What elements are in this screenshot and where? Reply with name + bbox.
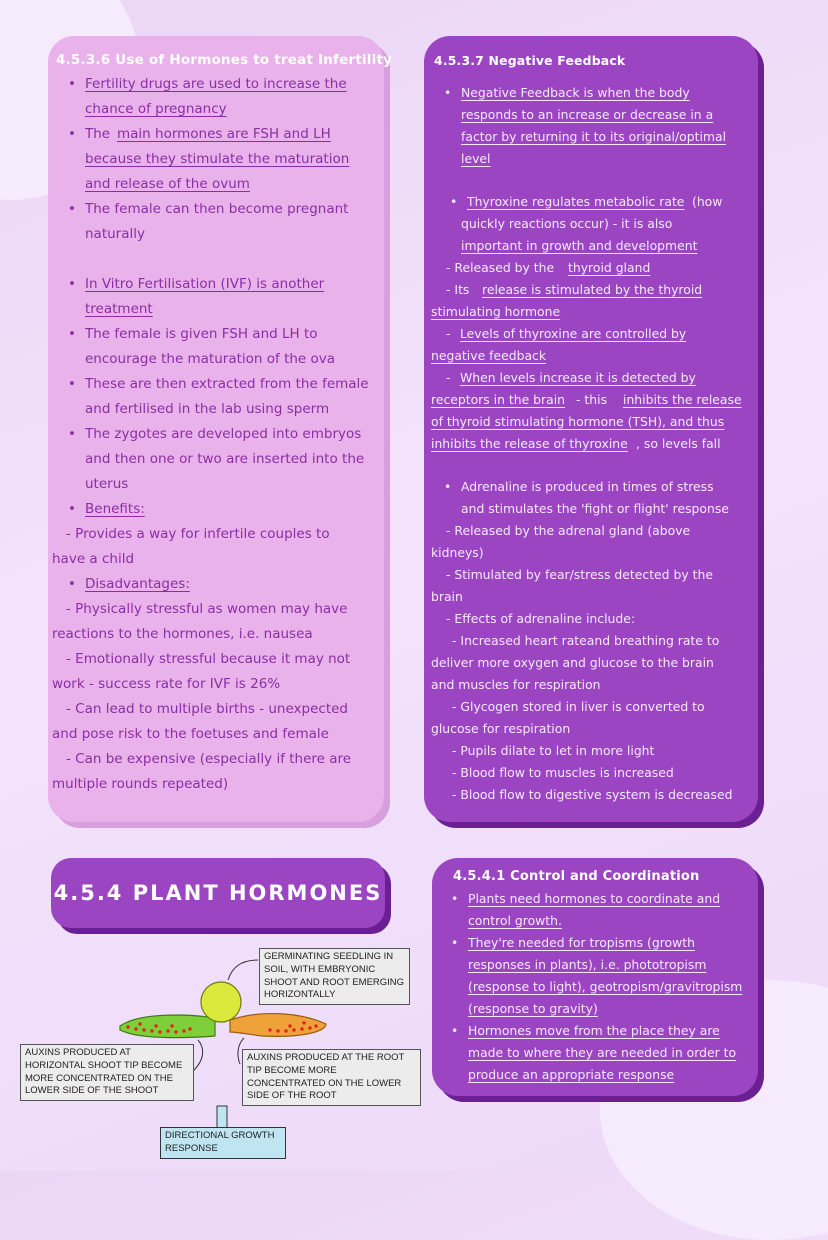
shoot bbox=[120, 1015, 215, 1038]
feedback-line: negative feedback bbox=[431, 348, 547, 363]
feedback-line: quickly reactions occur) - it is also bbox=[461, 216, 673, 231]
control-line: • Hormones move from the place they are bbox=[468, 1023, 720, 1038]
feedback-line: and muscles for respiration bbox=[431, 677, 601, 692]
feedback-line: responds to an increase or decrease in a bbox=[461, 107, 714, 122]
infertility-line: work - success rate for IVF is 26% bbox=[52, 676, 281, 692]
infertility-line: encourage the maturation of the ova bbox=[85, 351, 336, 367]
feedback-line: , so levels fall bbox=[636, 436, 721, 451]
infertility-line: • Benefits: bbox=[85, 501, 145, 517]
feedback-line: factor by returning it to its original/optimal bbox=[461, 129, 727, 144]
infertility-line: • These are then extracted from the female bbox=[85, 376, 369, 392]
feedback-line: Levels of thyroxine are controlled by bbox=[460, 326, 687, 341]
infertility-line: and then one or two are inserted into the bbox=[85, 451, 365, 467]
infertility-line: have a child bbox=[52, 551, 135, 567]
shoot-auxin-label: AUXINS PRODUCED AT HORIZONTAL SHOOT TIP BECOME MORE CONCENTRATED ON THE LOWER SIDE OF THE SHOOT bbox=[20, 1044, 194, 1101]
infertility-line: • The bbox=[85, 126, 110, 142]
feedback-line: - Pupils dilate to let in more light bbox=[452, 743, 655, 758]
feedback-line: of thyroid stimulating hormone (TSH), and thus bbox=[431, 414, 725, 429]
infertility-line: • Disadvantages: bbox=[85, 576, 190, 592]
infertility-line: uterus bbox=[85, 476, 129, 492]
infertility-line: reactions to the hormones, i.e. nausea bbox=[52, 626, 313, 642]
control-line: • Plants need hormones to coordinate and bbox=[468, 891, 720, 906]
infertility-line: - Can be expensive (especially if there are bbox=[66, 751, 352, 767]
infertility-line: • In Vitro Fertilisation (IVF) is another bbox=[85, 276, 324, 292]
infertility-line: - Emotionally stressful because it may not bbox=[66, 651, 351, 667]
feedback-line: • Negative Feedback is when the body bbox=[461, 85, 690, 100]
root bbox=[230, 1014, 326, 1037]
infertility-line: chance of pregnancy bbox=[85, 101, 227, 117]
feedback-line: important in growth and development bbox=[461, 238, 698, 253]
control-line: (response to light), geotropism/gravitropism bbox=[468, 979, 743, 994]
feedback-line: receptors in the brain bbox=[431, 392, 566, 407]
feedback-line: release is stimulated by the thyroid bbox=[482, 282, 703, 297]
seedling-diagram bbox=[0, 940, 430, 1171]
feedback-line: deliver more oxygen and glucose to the brain bbox=[431, 655, 714, 670]
control-line: control growth. bbox=[468, 913, 562, 928]
feedback-line: - Stimulated by fear/stress detected by the bbox=[446, 567, 713, 582]
infertility-line: • Fertility drugs are used to increase the bbox=[85, 76, 347, 92]
seedling-label: GERMINATING SEEDLING IN SOIL, WITH EMBRYONIC SHOOT AND ROOT EMERGING HORIZONTALLY bbox=[259, 948, 410, 1005]
feedback-line: inhibits the release bbox=[623, 392, 742, 407]
control-line: made to where they are needed in order to bbox=[468, 1045, 737, 1060]
feedback-line: - this bbox=[576, 392, 608, 407]
feedback-line: - Released by the adrenal gland (above bbox=[446, 523, 691, 538]
feedback-line: - Effects of adrenaline include: bbox=[446, 611, 636, 626]
feedback-line: inhibits the release of thyroxine bbox=[431, 436, 628, 451]
control-heading: 4.5.4.1 Control and Coordination bbox=[453, 869, 700, 884]
infertility-line: - Physically stressful as women may have bbox=[66, 601, 348, 617]
control-coordination-card bbox=[432, 858, 758, 1096]
control-line: (response to gravity) bbox=[468, 1001, 598, 1016]
feedback-line: glucose for respiration bbox=[431, 721, 571, 736]
feedback-line: brain bbox=[431, 589, 463, 604]
negative-feedback-card bbox=[424, 36, 758, 822]
negative-feedback-heading: 4.5.3.7 Negative Feedback bbox=[434, 53, 626, 68]
infertility-line: - Provides a way for infertile couples to bbox=[66, 526, 330, 542]
infertility-line: because they stimulate the maturation bbox=[85, 151, 350, 167]
feedback-line: - Increased heart rateand breathing rate to bbox=[452, 633, 720, 648]
feedback-line: When levels increase it is detected by bbox=[460, 370, 696, 385]
feedback-line: - Blood flow to digestive system is decreased bbox=[452, 787, 733, 802]
feedback-line: and stimulates the 'fight or flight' response bbox=[461, 501, 729, 516]
feedback-line: - Released by the bbox=[446, 260, 555, 275]
infertility-line: naturally bbox=[85, 226, 145, 242]
infertility-line: multiple rounds repeated) bbox=[52, 776, 229, 792]
infertility-line: - Can lead to multiple births - unexpected bbox=[66, 701, 349, 717]
feedback-line: - Glycogen stored in liver is converted to bbox=[452, 699, 705, 714]
feedback-line: (how bbox=[692, 194, 723, 209]
infertility-card bbox=[48, 36, 393, 822]
directional-response-label: DIRECTIONAL GROWTH RESPONSE bbox=[160, 1127, 286, 1159]
infertility-line: and pose risk to the foetuses and female bbox=[52, 726, 329, 742]
infertility-line: • The female is given FSH and LH to bbox=[85, 326, 318, 342]
infertility-line: • The female can then become pregnant bbox=[85, 201, 348, 217]
feedback-line: - bbox=[446, 326, 451, 341]
feedback-line: - bbox=[446, 370, 451, 385]
pointer-line bbox=[228, 960, 258, 980]
seed bbox=[201, 982, 241, 1022]
feedback-line: - Its bbox=[446, 282, 470, 297]
feedback-line: - Blood flow to muscles is increased bbox=[452, 765, 674, 780]
infertility-line: and release of the ovum bbox=[85, 176, 250, 192]
infertility-line: • The zygotes are developed into embryos bbox=[85, 426, 361, 442]
infertility-line: and fertilised in the lab using sperm bbox=[85, 401, 330, 417]
feedback-line: • Adrenaline is produced in times of stress bbox=[461, 479, 714, 494]
infertility-heading: 4.5.3.6 Use of Hormones to treat Infertility bbox=[56, 52, 393, 68]
control-line: • They're needed for tropisms (growth bbox=[468, 935, 695, 950]
plant-hormones-title: 4.5.4 PLANT HORMONES bbox=[51, 858, 385, 928]
feedback-line: level bbox=[461, 151, 491, 166]
control-line: produce an appropriate response bbox=[468, 1067, 675, 1082]
feedback-line: stimulating hormone bbox=[431, 304, 561, 319]
root-auxin-label: AUXINS PRODUCED AT THE ROOT TIP BECOME MORE CONCENTRATED ON THE LOWER SIDE OF THE ROOT bbox=[242, 1049, 421, 1106]
infertility-line: treatment bbox=[85, 301, 153, 317]
feedback-line: thyroid gland bbox=[568, 260, 651, 275]
control-line: responses in plants), i.e. phototropism bbox=[468, 957, 707, 972]
infertility-line: main hormones are FSH and LH bbox=[117, 126, 331, 142]
feedback-line: kidneys) bbox=[431, 545, 484, 560]
feedback-line: • Thyroxine regulates metabolic rate bbox=[467, 194, 684, 209]
